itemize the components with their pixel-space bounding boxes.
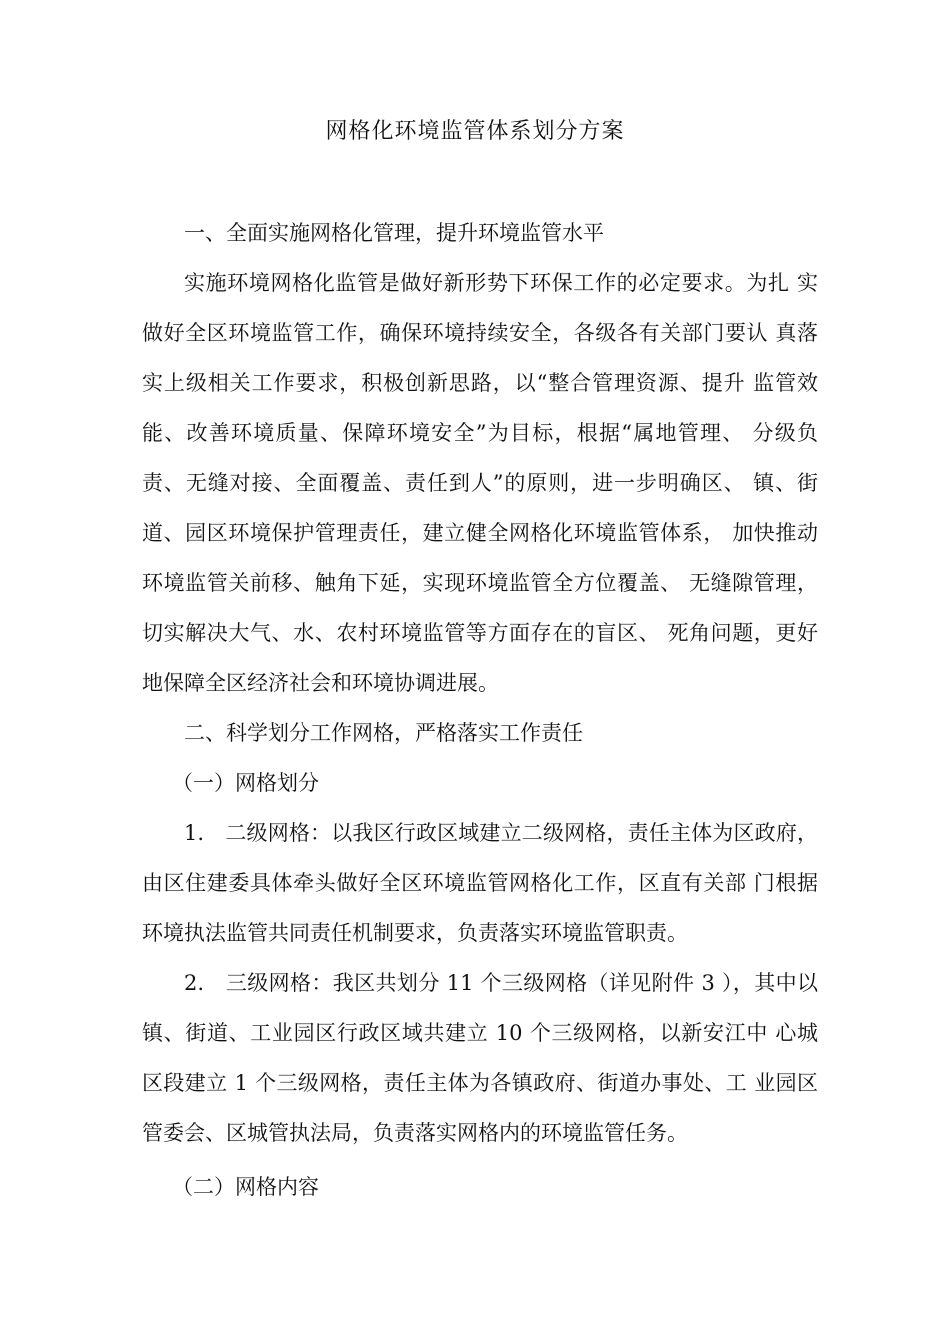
item-level-2-grid: 1. 二级网格：以我区行政区域建立二级网格，责任主体为区政府，由区住建委具体牵头做好全区环境监管网格化工作，区直有关部 门根据环境执法监管共同责任机制要求，负责落实环境监管职责。 [142, 821, 818, 945]
section-2-heading: 二、科学划分工作网格，严格落实工作责任 [184, 721, 583, 745]
item-level-3-grid: 2. 三级网格：我区共划分 11 个三级网格（详见附件 3 ），其中以镇、街道、工业园区行政区域共建立 10 个三级网格，以新安江中 心城区段建立 1 个三级网格，责任主体为各镇政府、街道办事处、工 业园区管委会、区城管执法局，负责落实网格内的环境监管任务。 [142, 971, 818, 1145]
document-title: 网格化环境监管体系划分方案 [325, 119, 625, 144]
subsection-grid-content: （二）网格内容 [172, 1175, 319, 1199]
section-1-paragraph: 实施环境网格化监管是做好新形势下环保工作的必定要求。为扎 实做好全区环境监管工作，确保环境持续安全，各级各有关部门要认 真落实上级相关工作要求，积极创新思路，以“整合管理资源、提升 监管效能、改善环境质量、保障环境安全”为目标，根据“属地管理、 分级负责、无缝对接、全面覆盖、责任到人”的原则，进一步明确区、 镇、街道、园区环境保护管理责任，建立健全网格化环境监管体系， 加快推动环境监管关前移、触角下延，实现环境监管全方位覆盖、 无缝隙管理，切实解决大气、水、农村环境监管等方面存在的盲区、 死角问题，更好地保障全区经济社会和环境协调进展。 [142, 271, 818, 695]
section-1-heading: 一、全面实施网格化管理，提升环境监管水平 [184, 221, 604, 245]
subsection-grid-division: （一）网格划分 [172, 771, 319, 795]
document-body [142, 208, 818, 1212]
